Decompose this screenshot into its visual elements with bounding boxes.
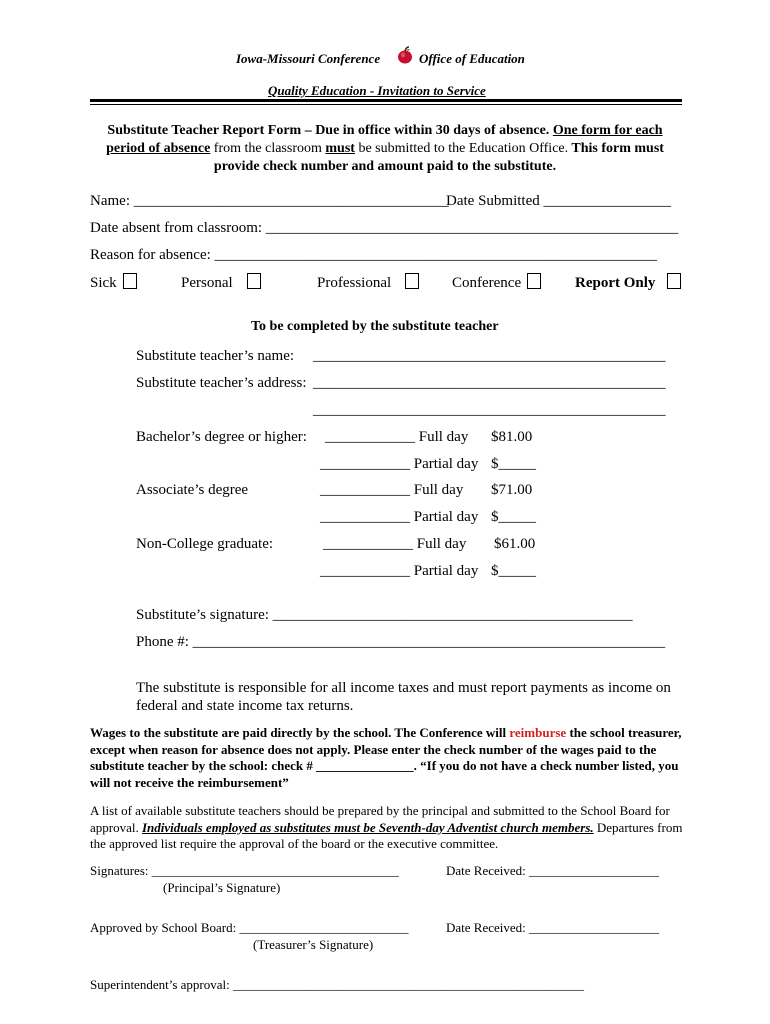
sub-address-input[interactable]: _______________________________________________ [313, 375, 666, 391]
personal-checkbox[interactable] [247, 273, 261, 289]
rate-noncollege-label: Non-College graduate: [136, 536, 274, 552]
rate-bachelor-full-amount: $81.00 [491, 429, 533, 445]
conference-checkbox[interactable] [527, 273, 541, 289]
rate-bachelor-partial[interactable]: ____________ Partial day [320, 456, 479, 472]
rate-associate-label: Associate’s degree [136, 482, 249, 498]
rate-noncollege-full-amount: $61.00 [494, 536, 536, 552]
signatures-field[interactable]: Signatures: ______________________________________ [90, 863, 399, 878]
sub-name-label: Substitute teacher’s name: [136, 348, 295, 364]
date-received-1-field[interactable]: Date Received: ____________________ [446, 863, 660, 878]
header-tagline: Quality Education - Invitation to Service [268, 83, 486, 98]
sub-address-input-2[interactable]: _______________________________________________ [313, 402, 666, 418]
approval-note: A list of available substitute teachers should be prepared by the principal and submitted to the School Board for approval. Individuals employed as substitutes must be Seventh-day Adventist church members. Departures from the approved list require the approval of the board or the executive committee. [90, 803, 683, 851]
board-approval-field[interactable]: Approved by School Board: __________________________ [90, 920, 409, 935]
rate-associate-partial[interactable]: ____________ Partial day [320, 509, 479, 525]
sick-checkbox[interactable] [123, 273, 137, 289]
date-absent-field[interactable]: Date absent from classroom: _______________________________________________________ [90, 220, 679, 236]
rate-noncollege-partial-amount[interactable]: $_____ [491, 563, 536, 579]
header-conference: Iowa-Missouri Conference [236, 51, 381, 66]
rate-associate-full-amount: $71.00 [491, 482, 533, 498]
reason-report-only[interactable]: Report Only [575, 273, 681, 292]
rate-associate-partial-amount[interactable]: $_____ [491, 509, 536, 525]
reason-personal[interactable]: Personal [181, 273, 261, 292]
header-divider [90, 99, 682, 102]
sub-name-input[interactable]: _______________________________________________ [313, 348, 666, 364]
wages-paragraph: Wages to the substitute are paid directly by the school. The Conference will reimburse the school treasurer, except when reason for absence does not apply. Please enter the check number of the wages paid to the substitute teacher by the school: check # _______________. “If you do not have a check number listed, you will not receive the reimbursement” [90, 725, 682, 790]
rate-noncollege-full[interactable]: ____________ Full day [323, 536, 467, 552]
professional-checkbox[interactable] [405, 273, 419, 289]
sub-phone-field[interactable]: Phone #: _______________________________________________________________ [136, 634, 666, 650]
date-submitted-field[interactable]: Date Submitted _________________ [446, 193, 671, 209]
date-received-2-field[interactable]: Date Received: ____________________ [446, 920, 660, 935]
rate-associate-full[interactable]: ____________ Full day [320, 482, 464, 498]
sub-address-label: Substitute teacher’s address: [136, 375, 307, 391]
substitute-heading: To be completed by the substitute teacher [251, 319, 499, 334]
header-divider-thin [90, 104, 682, 105]
sub-signature-field[interactable]: Substitute’s signature: ________________________________________________ [136, 607, 633, 623]
rate-bachelor-partial-amount[interactable]: $_____ [491, 456, 536, 472]
intro-text: Substitute Teacher Report Form – Due in office within 30 days of absence. One form for each period of absence from the classroom must be submitted to the Education Office. This form must provide check number and amount paid to the substitute. [106, 123, 664, 174]
principal-caption: (Principal’s Signature) [163, 880, 281, 895]
reason-sick[interactable]: Sick [90, 273, 137, 292]
superintendent-field[interactable]: Superintendent’s approval: ______________________________________________________ [90, 977, 584, 992]
apple-logo-icon [397, 46, 413, 64]
tax-note: The substitute is responsible for all income taxes and must report payments as income on federal and state income tax returns. [136, 680, 671, 714]
reason-conference[interactable]: Conference [452, 273, 541, 292]
reason-field[interactable]: Reason for absence: ___________________________________________________________ [90, 247, 658, 263]
treasurer-caption: (Treasurer’s Signature) [253, 937, 374, 952]
header-office: Office of Education [419, 51, 525, 66]
name-field[interactable]: Name: __________________________________________ [90, 193, 449, 209]
rate-bachelor-label: Bachelor’s degree or higher: [136, 429, 307, 445]
report-only-checkbox[interactable] [667, 273, 681, 289]
reason-professional[interactable]: Professional [317, 273, 419, 292]
rate-bachelor-full[interactable]: ____________ Full day [325, 429, 469, 445]
reimburse-text: reimburse [509, 725, 567, 740]
rate-noncollege-partial[interactable]: ____________ Partial day [320, 563, 479, 579]
